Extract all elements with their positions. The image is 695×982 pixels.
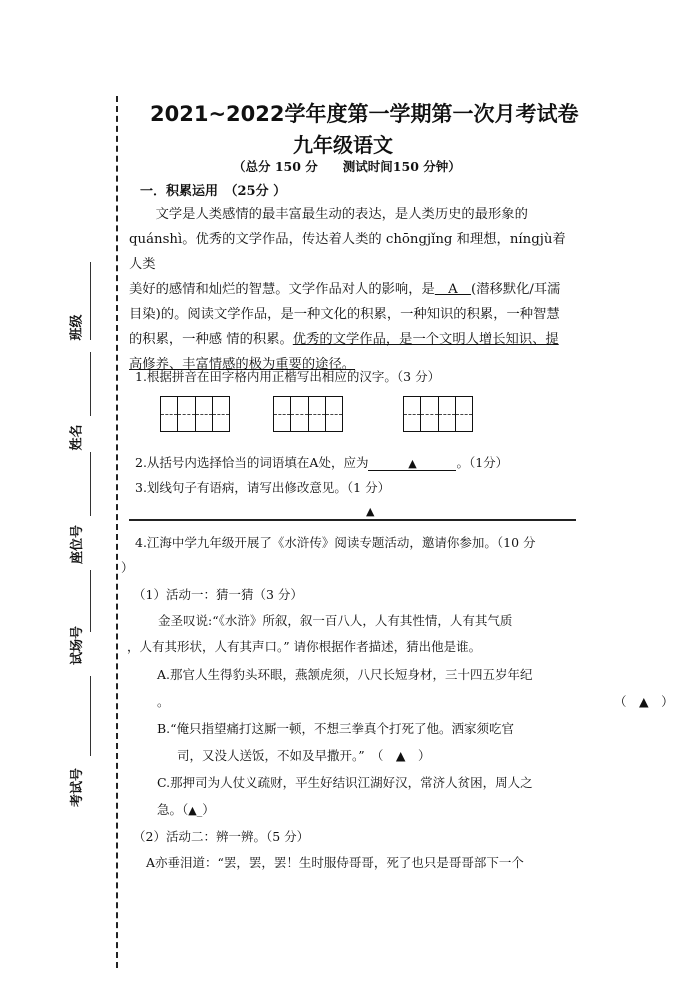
exam-no-label: 考试号: [70, 767, 86, 808]
answer-marker[interactable]: ▲_: [188, 804, 203, 817]
option-c-text: ）: [202, 802, 215, 817]
room-label: 试场号: [70, 625, 86, 666]
option-c-cont: [157, 800, 215, 818]
option-a-cont: 。: [157, 694, 170, 709]
quote-line: ，人有其形状，人有其声口。” 请你根据作者描述，猜出他是谁。: [127, 639, 482, 654]
quote-line: 金圣叹说:“《水浒》所叙，叙一百八人，人有其性情，人有其气质: [133, 613, 513, 628]
tianzige-box[interactable]: [273, 396, 343, 432]
option-c: C.那押司为人仗义疏财，平生好结识江湖好汉，常济人贫困，周人之: [157, 775, 533, 790]
class-label: 班级: [69, 314, 85, 341]
passage: [129, 202, 579, 377]
answer-a[interactable]: （ ▲ ）: [614, 694, 674, 709]
tianzige-box[interactable]: [403, 396, 473, 432]
seat-write-line: [90, 452, 91, 516]
passage-text: 美好的感情和灿烂的智慧。文学作品对人的影响，是: [129, 282, 435, 297]
exam-subtitle: 九年级语文: [293, 133, 393, 157]
passage-d: A亦垂泪道：“罢，罢，罢！生时服侍哥哥，死了也只是哥哥部下一个: [146, 855, 524, 870]
answer-marker: ▲: [366, 505, 375, 518]
room-write-line: [90, 570, 91, 632]
activity-2-heading: （2）活动二：辨一辨。（5 分）: [133, 829, 310, 844]
underlined-sentence: 优秀的文学作品，是一个文明人增长知识、提: [292, 332, 559, 347]
exam-meta: （总分 150 分 测试时间150 分钟）: [233, 159, 461, 174]
option-a: A.那官人生得豹头环眼，燕颔虎须，八尺长短身材，三十四五岁年纪: [157, 667, 533, 682]
underlined-sentence: 高修养、丰富情感的极为重要的途径。: [129, 357, 356, 372]
question-3: 3.划线句子有语病，请写出修改意见。（1 分）: [135, 480, 391, 495]
question-1: 1.根据拼音在田字格内用正楷写出相应的汉字。（3 分）: [135, 369, 441, 384]
passage-line: 文学是人类感情的最丰富最生动的表达，是人类历史的最形象的: [129, 207, 528, 222]
binding-dashed-line: [116, 96, 118, 968]
question-2-text: 2.从括号内选择恰当的词语填在A处，应为: [135, 455, 369, 470]
name-label: 姓名: [69, 424, 85, 451]
question-2: [135, 453, 508, 471]
answer-line[interactable]: [129, 519, 576, 521]
blank-a: A: [434, 282, 472, 297]
question-4-paren: ）: [121, 560, 134, 575]
section-heading: 一．积累运用 （25分 ）: [140, 184, 287, 199]
exam-no-write-line: [90, 676, 91, 756]
name-write-line: [90, 352, 91, 416]
exam-title: 2021~2022学年度第一学期第一次月考试卷: [150, 102, 579, 126]
option-b-cont: 司，又没人送饭，不如及早撒开。” （ ▲ ）: [177, 748, 431, 763]
answer-blank[interactable]: [368, 455, 456, 471]
seat-label: 座位号: [70, 524, 86, 565]
passage-line: [129, 277, 579, 302]
option-c-text: 急。（: [157, 802, 189, 817]
class-write-line: [90, 262, 91, 340]
passage-line: quánshì。优秀的文学作品，传达着人类的 chōngjǐng 和理想，níngjù着人类: [129, 232, 566, 272]
activity-1-heading: （1）活动一：猜一猜（3 分）: [133, 587, 303, 602]
option-b: B.“俺只指望痛打这厮一顿，不想三拳真个打死了他。洒家须吃官: [157, 721, 515, 736]
tianzige-box[interactable]: [160, 396, 230, 432]
passage-line: 目染)的。阅读文学作品，是一种文化的积累，一种知识的积累，一种智慧: [129, 307, 560, 322]
passage-line: [129, 327, 579, 352]
question-4: 4.江海中学九年级开展了《水浒传》阅读专题活动，邀请你参加。（10 分: [135, 535, 536, 550]
passage-text: 的积累，一种感 情的积累。: [129, 332, 293, 347]
question-2-score: 。（1分）: [456, 455, 509, 470]
passage-text: (潜移默化/耳濡: [471, 282, 561, 297]
answer-marker: ▲: [408, 457, 417, 470]
